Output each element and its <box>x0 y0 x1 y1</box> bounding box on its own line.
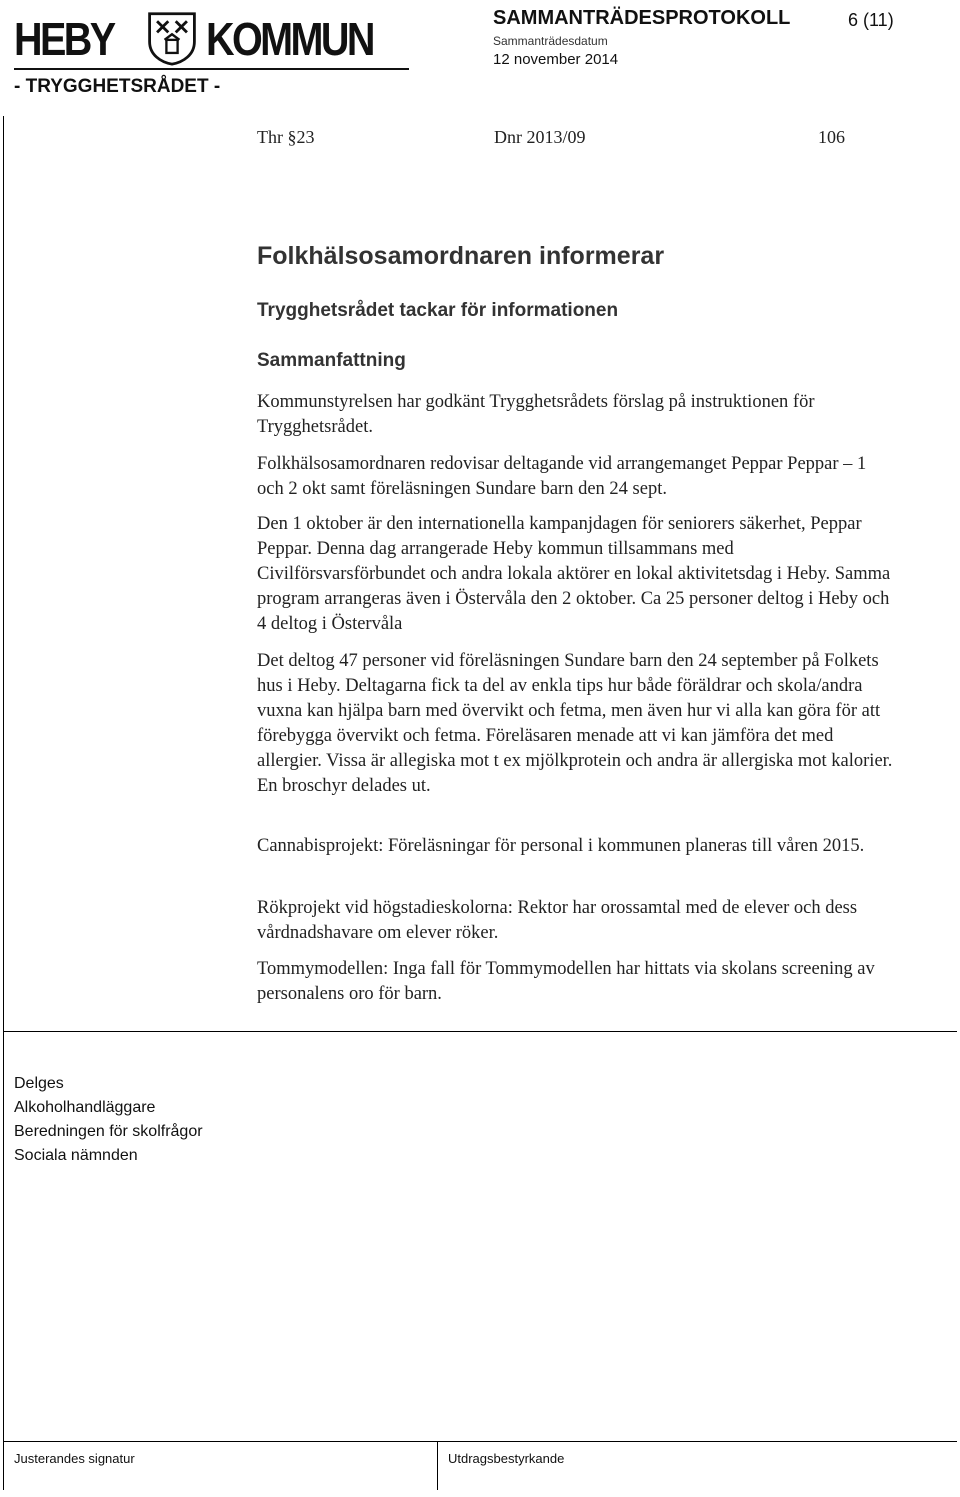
case-number: 106 <box>818 127 845 147</box>
document-type: SAMMANTRÄDESPROTOKOLL <box>493 7 791 29</box>
summary-heading: Sammanfattning <box>257 350 406 371</box>
date-value: 12 november 2014 <box>493 51 619 68</box>
list-item: Sociala nämnden <box>14 1147 138 1164</box>
coat-of-arms-icon <box>144 10 200 66</box>
paragraph-sundare-barn: Det deltog 47 personer vid föreläsningen Sundare barn den 24 september på Folkets hus i Heby. Deltagarna fick ta del av enkla tips hur både föräldrar och skola/andra vuxna kan hjälpa barn med övervikt och fetma, men även hur vi alla kan göra för att förebygga övervikt och fetma. Föreläsaren menade att vi kan jämföra det med allergier. Vissa är allegiska mot t ex mjölkprotein och andra är allergiska mot kalorier. En broschyr delades ut. <box>257 651 893 796</box>
distribution-list <box>14 1072 203 1168</box>
footer-top-line <box>3 1441 957 1442</box>
footer-divider <box>437 1441 438 1490</box>
logo <box>14 8 414 68</box>
signature-label: Justerandes signatur <box>14 1451 135 1466</box>
logo-underline <box>14 68 409 70</box>
list-item: Alkoholhandläggare <box>14 1099 156 1116</box>
page-title: Folkhälsosamordnaren informerar <box>257 242 665 270</box>
left-margin-line <box>3 116 4 1490</box>
case-dnr: Dnr 2013/09 <box>494 127 586 147</box>
certification-label: Utdragsbestyrkande <box>448 1451 565 1466</box>
paragraph-cannabis: Cannabisprojekt: Föreläsningar för personal i kommunen planeras till våren 2015. <box>257 836 865 856</box>
page-number: 6 (11) <box>848 10 894 30</box>
paragraph-rokprojekt: Rökprojekt vid högstadieskolorna: Rektor har orossamtal med de elever och dess vårdnadshavare om elever röker. <box>257 898 858 943</box>
list-item: Beredningen för skolfrågor <box>14 1123 203 1140</box>
logo-word-kommun: KOMMUN <box>206 13 373 65</box>
paragraph-participation: Folkhälsosamordnaren redovisar deltagande vid arrangemanget Peppar Peppar – 1 och 2 okt samt föreläsningen Sundare barn den 24 sept. <box>257 454 867 499</box>
logo-word-heby: HEBY <box>14 13 114 65</box>
distribution-heading: Delges <box>14 1075 64 1092</box>
case-paragraph: Thr §23 <box>257 127 315 147</box>
paragraph-peppar-peppar: Den 1 oktober är den internationella kampanjdagen för seniorers säkerhet, Peppar Peppar. Denna dag arrangerade Heby kommun tillsammans med Civilförsvarsförbundet och andra lokala aktörer en lokal aktivitetsdag i Heby. Samma program arrangeras även i Östervåla den 2 oktober. Ca 25 personer deltog i Heby och 4 deltog i Östervåla <box>257 514 891 634</box>
date-label: Sammanträdesdatum <box>493 34 608 48</box>
paragraph-instruction: Kommunstyrelsen har godkänt Trygghetsrådets förslag på instruktionen för Trygghetsrådet. <box>257 392 815 437</box>
org-subtitle: - TRYGGHETSRÅDET - <box>14 76 221 97</box>
distribution-separator <box>3 1031 957 1032</box>
paragraph-tommymodellen: Tommymodellen: Inga fall för Tommymodellen har hittats via skolans screening av personalens oro för barn. <box>257 959 875 1004</box>
decision-heading: Trygghetsrådet tackar för informationen <box>257 300 619 321</box>
